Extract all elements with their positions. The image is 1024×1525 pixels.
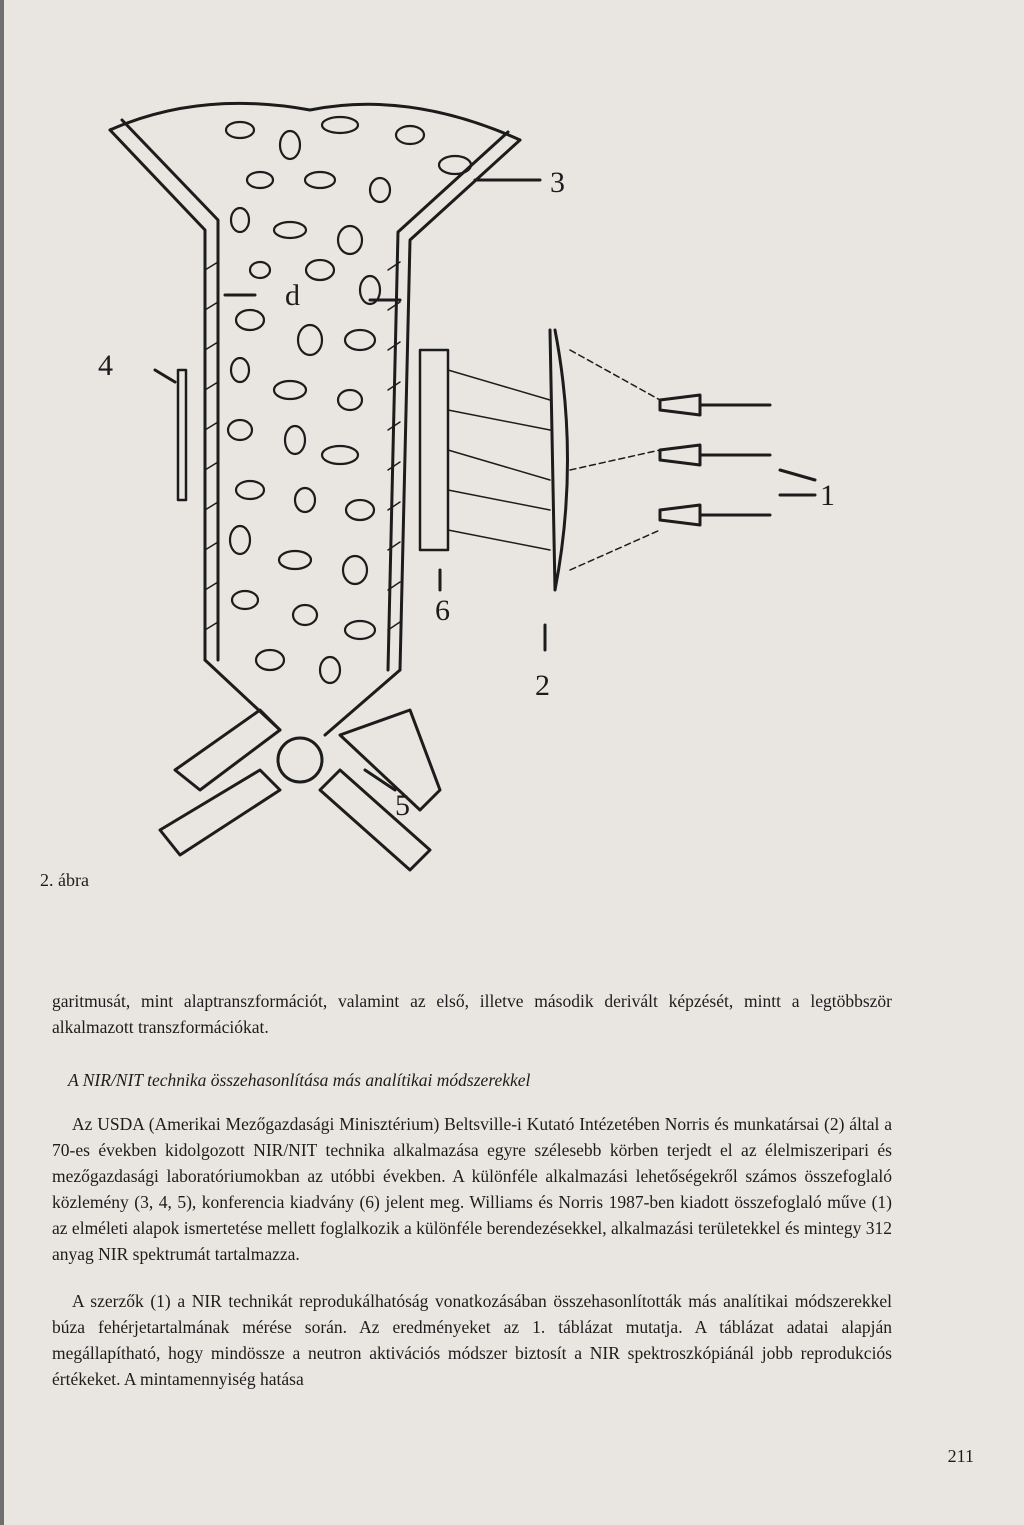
paragraph-3: A szerzők (1) a NIR technikát reprodukálhatóság vonatkozásában összehasonlították más analítikai módszerekkel búza fehérjetartalmának mérése során. Az eredményeket az 1. táblázat mutatja. A táblázat adatai alapján megállapítható, hogy mindössze a neutron aktivációs módszer biztosít a NIR spektroszkópiánál jobb reprodukciós értékeket. A mintamennyiség hatása — [52, 1291, 892, 1389]
section-heading: A NIR/NIT technika összehasonlítása más analítikai módszerekkel — [68, 1070, 531, 1090]
detector-1 — [660, 395, 770, 415]
detector-1 — [660, 445, 770, 465]
page-binding-edge — [0, 0, 4, 1525]
hopper-right-wall — [400, 140, 520, 670]
hopper-top-edge — [110, 103, 520, 140]
rotor-arm — [160, 770, 280, 855]
figure-caption: 2. ábra — [40, 870, 89, 890]
grating-2 — [550, 330, 568, 590]
arrow-4 — [155, 370, 175, 382]
detector-1 — [660, 505, 770, 525]
label-5: 5 — [395, 789, 410, 822]
rotor-hub — [278, 738, 322, 782]
rotor-arm — [175, 710, 280, 790]
label-1: 1 — [820, 479, 835, 512]
paragraph-2: Az USDA (Amerikai Mezőgazdasági Minisztérium) Beltsville-i Kutató Intézetében Norris és munkatársai (2) által a 70-es években kidolgozott NIR/NIT technika alkalmazása egyre szélesebb körben terjedt el az élelmiszeripari és mezőgazdasági laboratóriumokban az utóbbi években. A különféle alkalmazási lehetőségekről számos összefoglaló közlemény (3, 4, 5), konferencia kiadvány (6) jelent meg. Williams és Norris 1987-ben kiadott összefoglaló műve (1) az elméleti alapok ismertetése mellett foglalkozik a különféle berendezésekkel, alkalmazási területekkel és mintegy 312 anyag NIR spektrumát tartalmazza. — [52, 1114, 892, 1264]
nir-instrument-diagram — [80, 70, 920, 910]
label-6: 6 — [435, 594, 450, 627]
sensor-plate-4 — [178, 370, 186, 500]
label-4: 4 — [98, 349, 113, 382]
arrow-1 — [780, 470, 815, 495]
label-3: 3 — [550, 166, 565, 199]
rotor-arm — [320, 770, 430, 870]
page-number: 211 — [947, 1446, 974, 1466]
paragraph-1: garitmusát, mint alaptranszformációt, valamint az első, illetve második derivált képzését, mintt a legtöbbször alkalmazott transzformációkat. — [52, 991, 892, 1037]
label-d: d — [285, 279, 300, 312]
rotor-arm — [340, 710, 440, 810]
arrow-d — [225, 295, 400, 300]
hopper-left-wall — [110, 130, 205, 660]
sample-window-6 — [420, 350, 448, 550]
label-2: 2 — [535, 669, 550, 702]
